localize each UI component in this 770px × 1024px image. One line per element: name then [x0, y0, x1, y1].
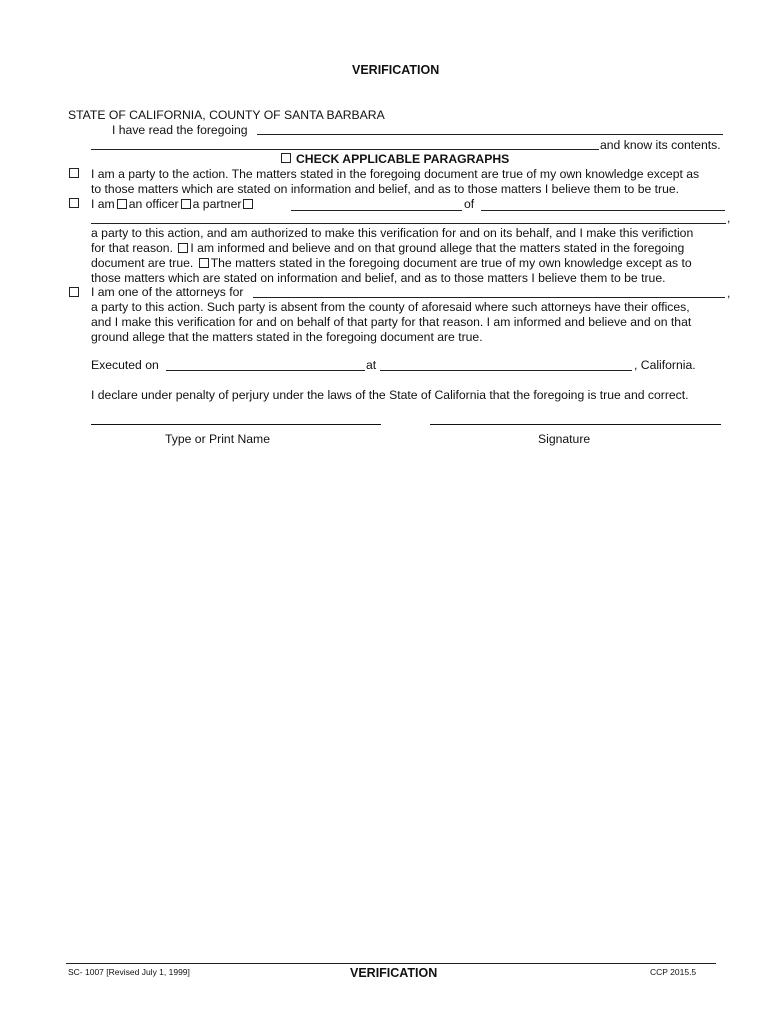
officer-paragraph-line4: those matters which are stated on information and belief, and as to those matters I believe them to be true. [91, 271, 666, 285]
of-label: of [464, 197, 475, 211]
officer-paragraph-line1: a party to this action, and am authorized to make this verification for and on its behalf, and I make this verifiction [91, 226, 694, 240]
entity-name-field[interactable] [481, 210, 725, 211]
attorney-party-field[interactable] [253, 297, 725, 298]
executed-date-field[interactable] [166, 370, 365, 371]
footer-form-id: SC- 1007 [Revised July 1, 1999] [68, 967, 190, 977]
state-county-line: STATE OF CALIFORNIA, COUNTY OF SANTA BARBARA [68, 108, 385, 122]
document-name-field[interactable] [257, 134, 723, 135]
iam-checkbox[interactable] [117, 199, 127, 209]
attorney-paragraph-line2: and I make this verification for and on behalf of that party for that reason. I am informed and believe and on that [91, 315, 692, 329]
partner-checkbox[interactable] [243, 199, 253, 209]
comma-2: , [727, 286, 731, 300]
form-title: VERIFICATION [352, 63, 440, 77]
attorney-checkbox[interactable] [69, 287, 79, 297]
california-label: , California. [634, 358, 696, 372]
iam-label: I am [91, 197, 115, 211]
own-knowledge-checkbox[interactable] [199, 258, 209, 268]
attorney-paragraph-line3: ground allege that the matters stated in the foregoing document are true. [91, 330, 483, 344]
officer-name-field[interactable] [291, 210, 462, 211]
attorney-paragraph-line1: a party to this action. Such party is absent from the county of aforesaid where such attorneys have their offices, [91, 300, 690, 314]
officer-line2a: for that reason. [91, 241, 173, 255]
informed-belief-checkbox[interactable] [178, 243, 188, 253]
party-paragraph-line1: I am a party to the action. The matters stated in the foregoing document are true of my own knowledge except as [91, 167, 700, 181]
signature-line[interactable] [430, 424, 721, 425]
party-entity-field[interactable] [91, 223, 726, 224]
officer-checkbox[interactable] [181, 199, 191, 209]
attorney-label: I am one of the attorneys for [91, 285, 244, 299]
read-foregoing-label: I have read the foregoing [112, 123, 248, 137]
executed-place-field[interactable] [380, 370, 632, 371]
officer-line3a: document are true. [91, 256, 194, 270]
officer-paragraph-line3 [91, 256, 692, 271]
officer-label: an officer [128, 197, 179, 211]
check-paragraphs-heading: CHECK APPLICABLE PARAGRAPHS [296, 152, 510, 166]
officer-line3b: The matters stated in the foregoing document are true of my own knowledge except as to [210, 256, 692, 270]
footer-rule [66, 963, 716, 964]
footer-title: VERIFICATION [350, 966, 438, 980]
at-label: at [366, 358, 377, 372]
officer-line2b: I am informed and believe and on that ground allege that the matters stated in the foregoing [190, 241, 685, 255]
party-paragraph-line2: to those matters which are stated on information and belief, and as to those matters I believe them to be true. [91, 182, 680, 196]
partner-label: a partner [192, 197, 242, 211]
know-contents-label: and know its contents. [600, 138, 721, 152]
party-checkbox[interactable] [69, 168, 79, 178]
declaration-text: I declare under penalty of perjury under the laws of the State of California that the foregoing is true and correct. [91, 388, 689, 402]
print-name-line[interactable] [91, 424, 381, 425]
officer-selector-row [91, 197, 255, 212]
officer-paragraph-checkbox[interactable] [69, 198, 79, 208]
footer-code: CCP 2015.5 [650, 967, 697, 977]
document-name-field-2[interactable] [91, 149, 599, 150]
comma-1: , [727, 211, 731, 225]
print-name-label: Type or Print Name [165, 432, 270, 446]
signature-label: Signature [538, 432, 591, 446]
executed-on-label: Executed on [91, 358, 159, 372]
officer-paragraph-line2 [91, 241, 684, 256]
check-paragraphs-checkbox[interactable] [281, 153, 291, 163]
